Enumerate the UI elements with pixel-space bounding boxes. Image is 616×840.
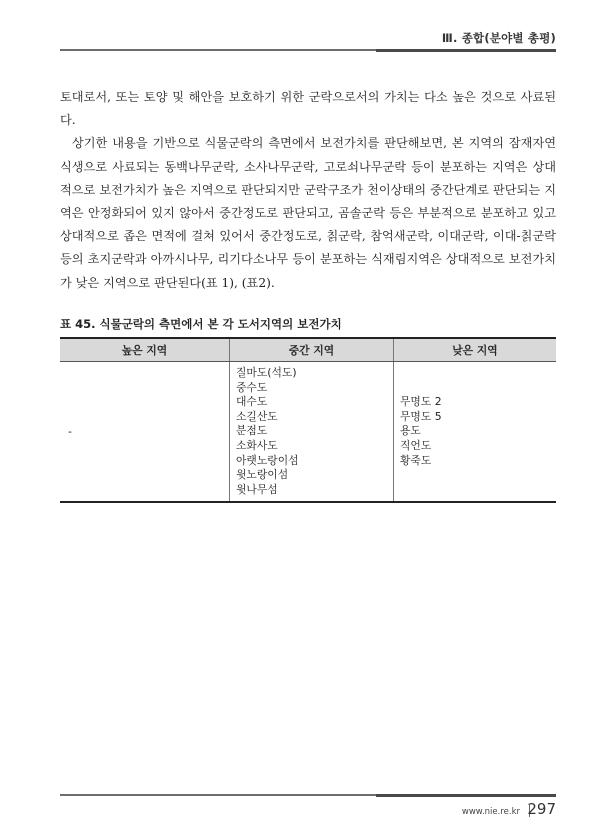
footer-rule-accent — [376, 794, 556, 797]
list-item: 용도 — [400, 424, 421, 438]
table-row — [60, 362, 556, 503]
list-item: 질마도(석도) — [236, 366, 297, 379]
list-item: 아랫노랑이섬 — [236, 453, 299, 467]
conservation-value-table — [60, 337, 556, 503]
table-caption: 표 45. 식물군락의 측면에서 본 각 도서지역의 보전가치 — [60, 317, 342, 331]
table-header-row — [60, 338, 556, 362]
list-item: 윗나무섬 — [236, 482, 278, 496]
footer-website: www.nie.re.kr — [461, 807, 520, 817]
list-item: 소길산도 — [236, 409, 278, 423]
header-low-area: 낮은 지역 — [394, 338, 557, 362]
page-number: 297 — [527, 800, 556, 818]
list-item: 분점도 — [236, 424, 268, 438]
list-item: 윗노랑이섬 — [236, 468, 289, 482]
list-item: 무명도 2 — [400, 395, 442, 409]
paragraph: 토대로서, 또는 토양 및 해안을 보호하기 위한 군락으로서의 가치는 다소 높은 것으로 사료된다. — [60, 90, 556, 128]
list-item: 소화사도 — [236, 438, 278, 452]
medium-area-cell — [230, 362, 394, 503]
high-area-cell: - — [60, 362, 230, 503]
list-item: 대수도 — [236, 395, 268, 409]
list-item: 직언도 — [400, 438, 432, 452]
low-area-cell — [394, 362, 557, 503]
header-medium-area: 중간 지역 — [230, 338, 394, 362]
list-item: 무명도 5 — [400, 409, 442, 423]
header-rule-accent — [376, 49, 556, 52]
running-header-section: Ⅲ. 종합(분야별 총평) — [441, 31, 556, 45]
list-item: 중수도 — [236, 380, 268, 394]
list-item: 황죽도 — [400, 453, 432, 467]
body-text — [60, 86, 556, 295]
paragraph: 상기한 내용을 기반으로 식물군락의 측면에서 보전가치를 판단해보면, 본 지역의 잠재자연식생으로 사료되는 동백나무군락, 소사나무군락, 고로쇠나무군락 등이 분포하는 지역은 상대적으로 보전가치가 높은 지역으로 판단되지만 군락구조가 천이상태의 중간단계로 판단되는 지역은 안정화되어 있지 않아서 중간정도로 판단되고, 곰솔군락 등은 부분적으로 분포하고 있고 상대적으로 좁은 면적에 걸쳐 있어서 중간정도로, 칡군락, 참억새군락, 이대군락, 이대-칡군락 등의 초지군락과 아까시나무, 리기다소나무 등이 분포하는 식재림지역은 상대적으로 보전가치가 낮은 지역으로 판단된다(표 1), (표2). — [60, 136, 556, 290]
header-high-area: 높은 지역 — [60, 338, 230, 362]
